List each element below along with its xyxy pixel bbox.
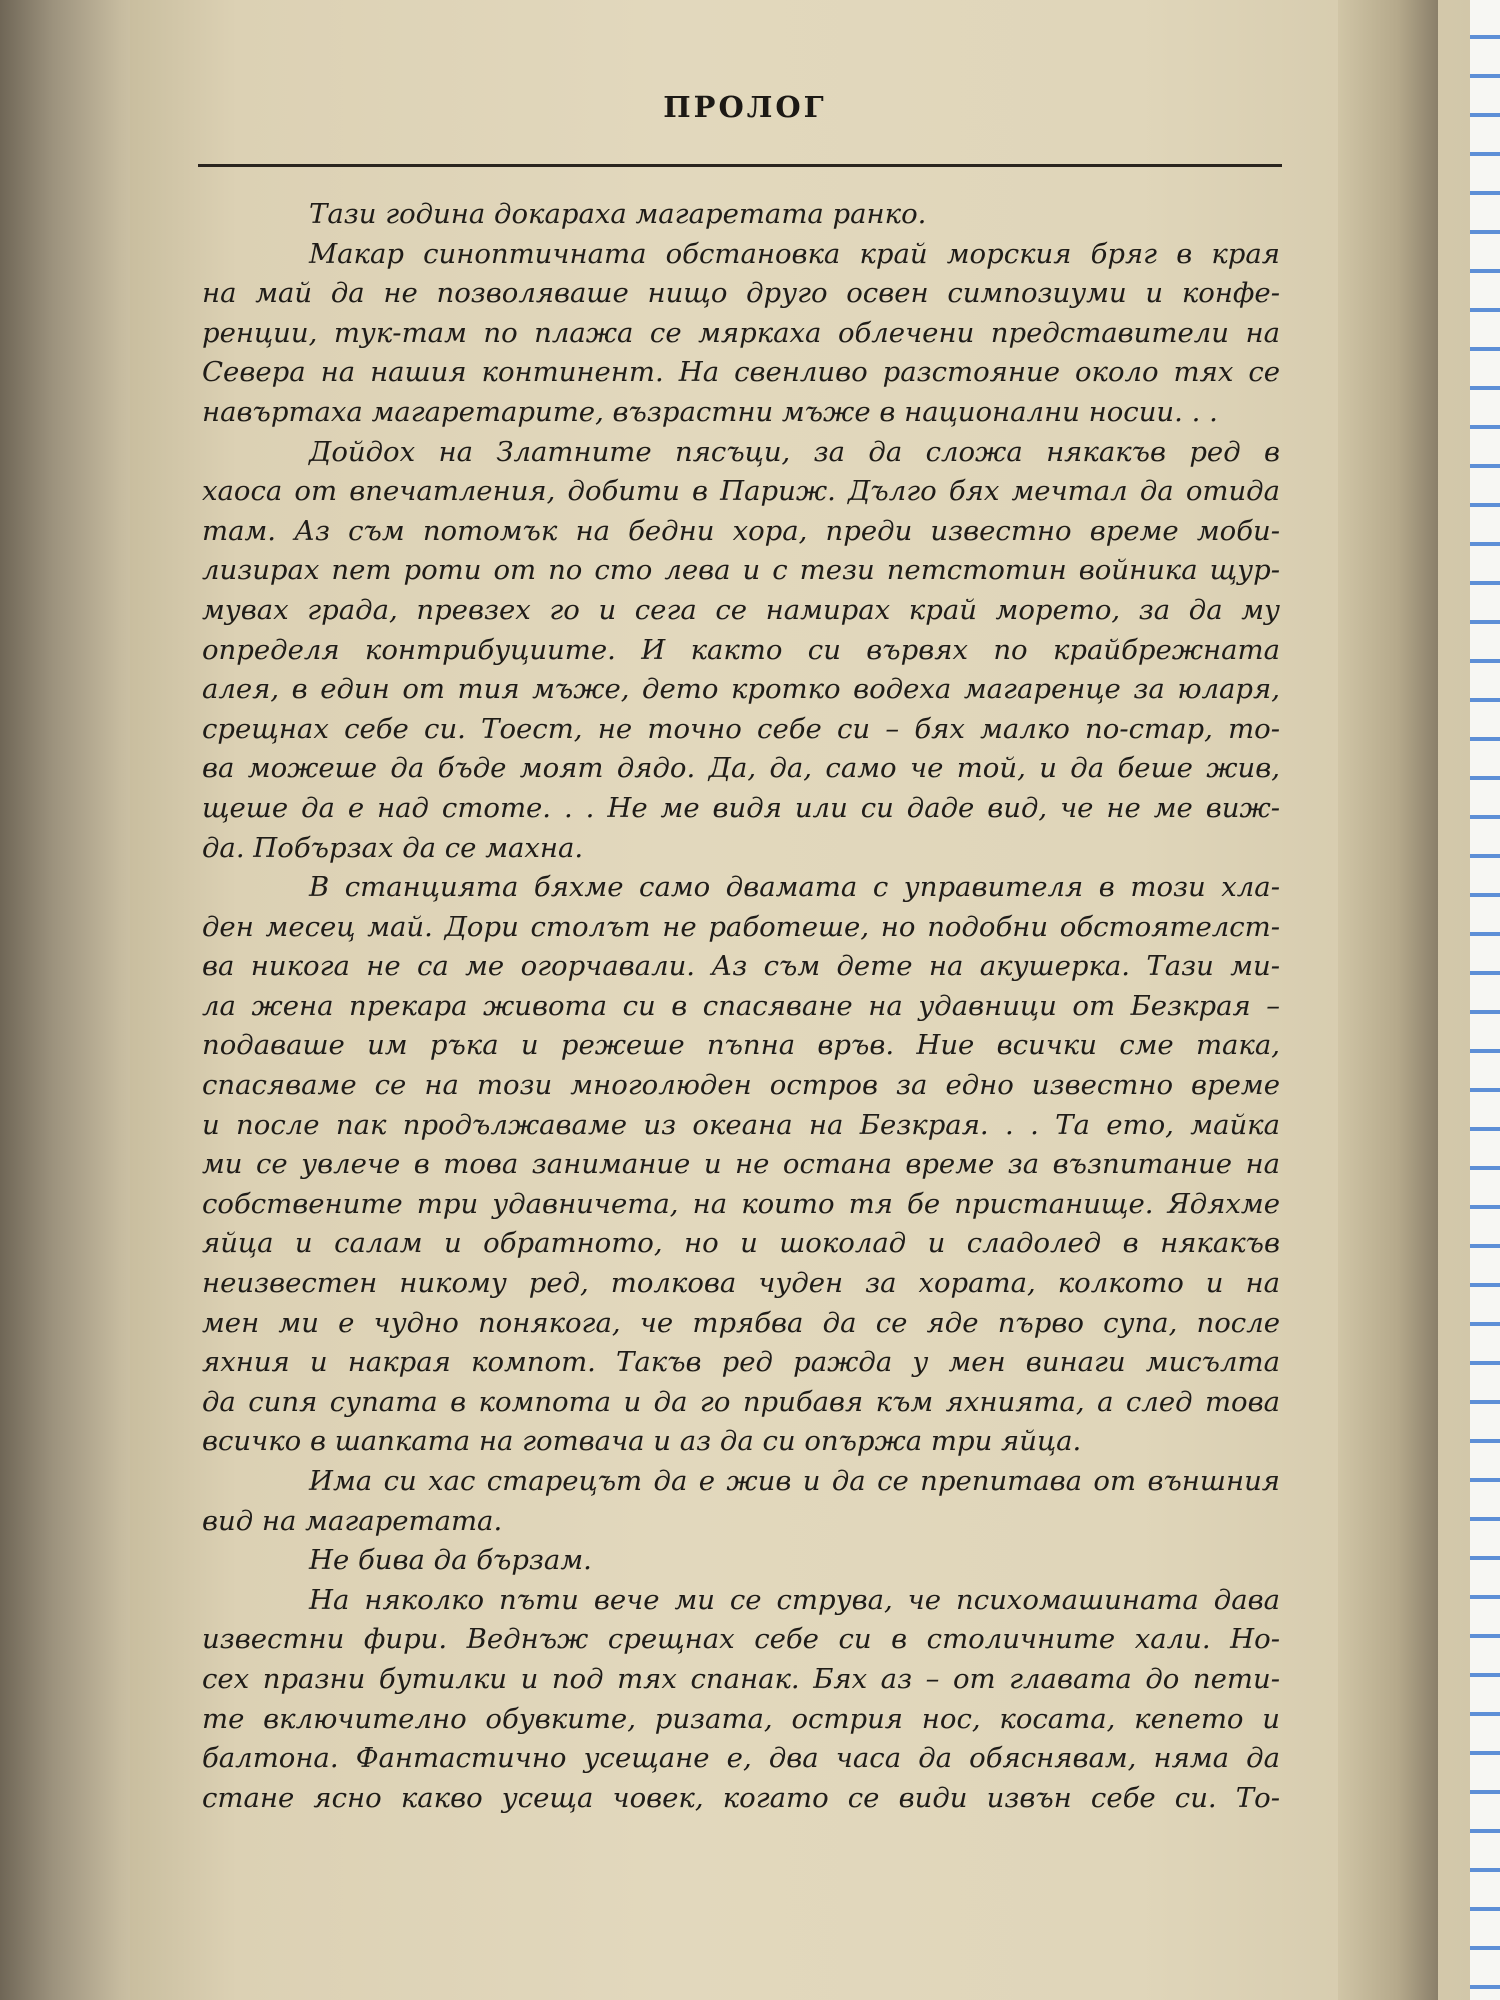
text-line: яхния и накрая компот. Такъв ред ражда у мен винаги мисълта: [202, 1346, 1280, 1379]
text-line: подаваше им ръка и режеше пъпна връв. Ние всички сме така,: [202, 1029, 1280, 1062]
text-line: Не бива да бързам.: [309, 1544, 592, 1577]
text-line: Има си хас старецът да е жив и да се препитава от външния: [309, 1465, 1280, 1497]
text-line: определя контрибуциите. И както си вървях по крайбрежната: [202, 633, 1280, 666]
text-line: навъртаха магаретарите, възрастни мъже в национални носии. . .: [202, 395, 1218, 428]
text-line: срещнах себе си. Тоест, не точно себе си – бях малко по-стар, то-: [202, 712, 1280, 745]
text-line: щеше да е над стоте. . . Не ме видя или си даде вид, че не ме виж-: [202, 791, 1280, 824]
text-line: да сипя супата в компота и да го прибавя към яхнията, а след това: [202, 1385, 1280, 1418]
text-line: На няколко пъти вече ми се струва, че психомашината дава: [309, 1583, 1280, 1616]
text-line: ми се увлече в това занимание и не остана време за възпитание на: [202, 1148, 1280, 1181]
title-rule: [198, 164, 1282, 167]
text-line: Севера на нашия континент. На свенливо разстояние около тях се: [202, 356, 1280, 389]
text-line: ла жена прекара живота си в спасяване на удавници от Безкрая –: [202, 989, 1280, 1022]
text-line: В станцията бяхме само двамата с управителя в този хла-: [309, 871, 1280, 904]
text-line: сех празни бутилки и под тях спанак. Бях аз – от главата до пети-: [202, 1662, 1280, 1695]
text-line: вид на магаретата.: [202, 1504, 503, 1537]
text-line: спасяваме се на този многолюден остров за едно известно време: [202, 1069, 1280, 1102]
text-line: мен ми е чудно понякога, че трябва да се яде първо супа, после: [202, 1306, 1280, 1339]
text-line: ва никога не са ме огорчавали. Аз съм дете на акушерка. Тази ми-: [202, 950, 1280, 983]
text-line: неизвестен никому ред, толкова чуден за хората, колкото и на: [202, 1267, 1280, 1300]
book-spine: [0, 0, 150, 2000]
page-edge: [1338, 0, 1438, 2000]
text-line: ва можеше да бъде моят дядо. Да, да, само че той, и да беше жив,: [202, 752, 1280, 785]
text-line: стане ясно какво усеща човек, когато се види извън себе си. То-: [202, 1781, 1280, 1814]
text-line: на май да не позволяваше нищо друго освен симпозиуми и конфе-: [202, 277, 1280, 310]
text-line: всичко в шапката на готвача и аз да си опържа три яйца.: [202, 1425, 1082, 1458]
text-line: балтона. Фантастично усещане е, два часа да обяснявам, няма да: [202, 1742, 1280, 1775]
text-line: там. Аз съм потомък на бедни хора, преди известно време моби-: [202, 514, 1280, 547]
text-line: хаоса от впечатления, добити в Париж. Дълго бях мечтал да отида: [202, 475, 1280, 508]
text-line: Тази година докараха магаретата ранко.: [309, 198, 927, 230]
text-line: и после пак продължаваме из океана на Безкрая. . . Та ето, майка: [202, 1108, 1280, 1141]
text-line: те включително обувките, ризата, острия нос, косата, кепето и: [202, 1702, 1280, 1735]
text-line: известни фири. Веднъж срещнах себе си в столичните хали. Но-: [202, 1623, 1280, 1656]
text-line: алея, в един от тия мъже, дето кротко водеха магаренце за юларя,: [202, 673, 1280, 706]
text-line: яйца и салам и обратното, но и шоколад и сладолед в някакъв: [202, 1227, 1280, 1260]
text-line: да. Побързах да се махна.: [202, 831, 584, 864]
text-line: ренции, тук-там по плажа се мяркаха облечени представители на: [202, 316, 1280, 349]
body-text: [202, 195, 1280, 1818]
text-line: собствените три удавничета, на които тя бе пристанище. Ядяхме: [202, 1187, 1280, 1220]
chapter-title: ПРОЛОГ: [663, 90, 827, 124]
text-line: Макар синоптичната обстановка край морския бряг в края: [309, 237, 1280, 270]
text-line: ден месец май. Дори столът не работеше, но подобни обстоятелст-: [202, 910, 1280, 943]
text-line: мувах града, превзех го и сега се намирах край морето, за да му: [202, 593, 1280, 626]
text-line: Дойдох на Златните пясъци, за да сложа някакъв ред в: [309, 435, 1280, 468]
text-line: лизирах пет роти от по сто лева и с тези петстотин войника щур-: [202, 554, 1280, 587]
